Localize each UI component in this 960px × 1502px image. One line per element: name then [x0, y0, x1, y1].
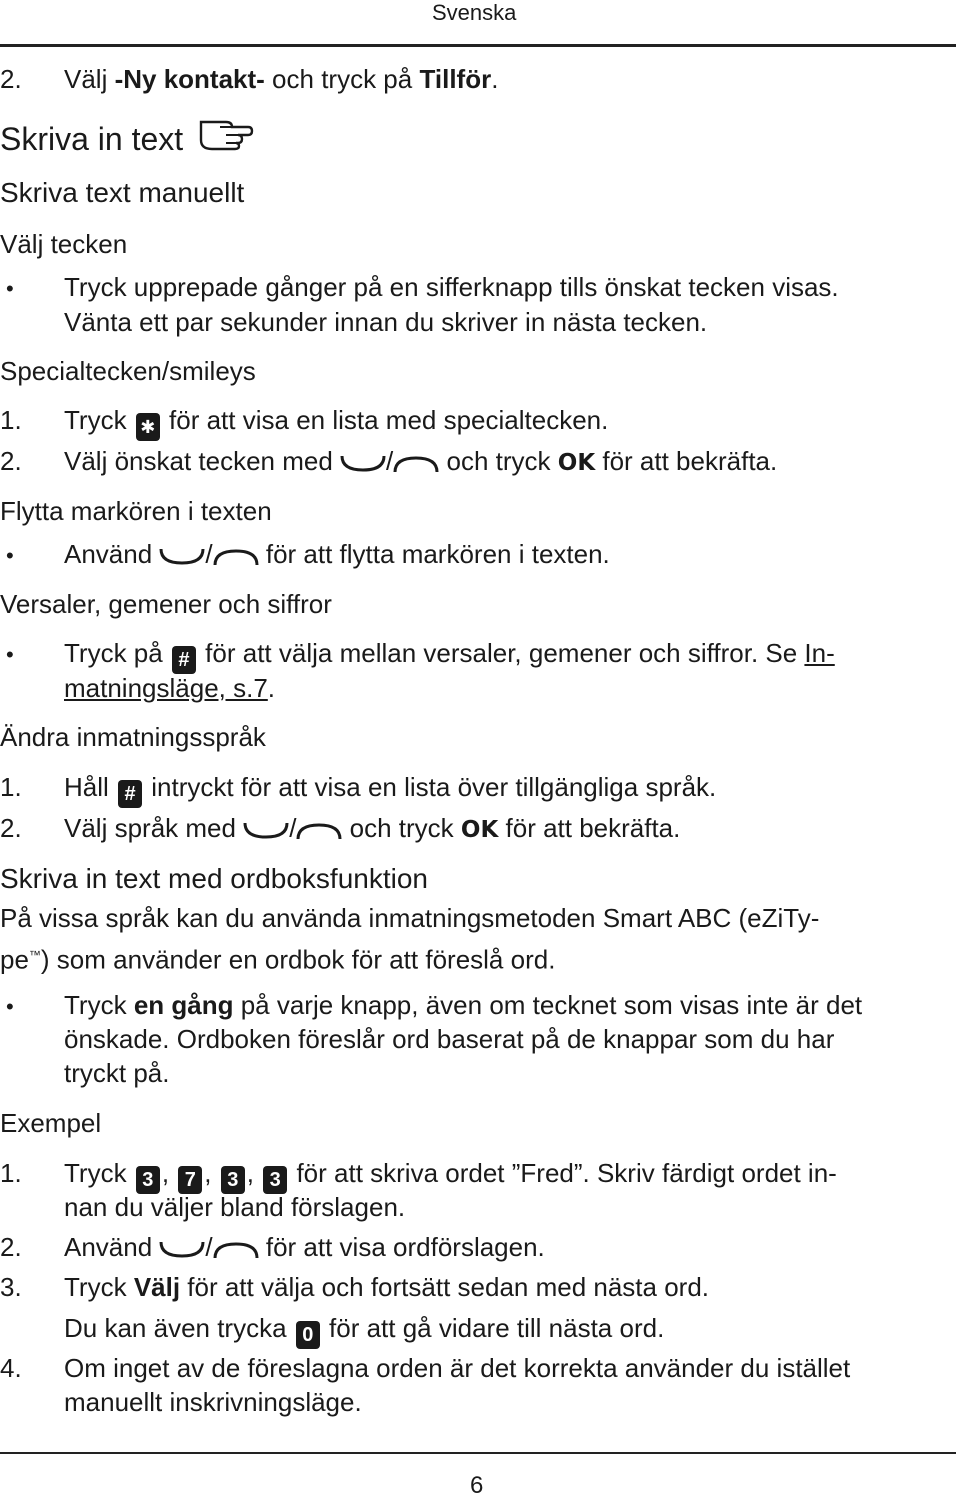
- step-text: för att skriva ordet ”Fred”. Skriv färdigt ordet in-: [289, 1158, 837, 1188]
- subheading-language: Ändra inmatningsspråk: [0, 722, 266, 752]
- subheading-example: Exempel: [0, 1108, 102, 1138]
- step-text: Du kan även trycka: [64, 1313, 294, 1343]
- step-text: för att visa ordförslagen.: [258, 1232, 545, 1262]
- step-text: Om inget av de föreslagna orden är det korrekta använder du istället: [64, 1353, 851, 1383]
- choose-line2: Vänta ett par sekunder innan du skriver in nästa tecken.: [64, 307, 708, 337]
- hash-key-icon: #: [118, 780, 142, 808]
- step-text: för att gå vidare till nästa ord.: [321, 1313, 665, 1343]
- step-text: Använd: [64, 1232, 160, 1262]
- subheading-special: Specialtecken/smileys: [0, 356, 256, 386]
- add-label: Tillför: [419, 64, 492, 94]
- subheading-choose: Välj tecken: [0, 229, 128, 259]
- dict-bullet-line2: önskade. Ordboken föreslår ord baserat på de knappar som du har: [64, 1024, 835, 1054]
- section-heading-manual: Skriva text manuellt: [0, 177, 245, 208]
- step-text: för att bekräfta.: [498, 813, 681, 843]
- step-text: Välj önskat tecken med: [64, 446, 341, 476]
- slash: /: [205, 1232, 213, 1262]
- key-3-icon: 3: [221, 1166, 245, 1194]
- example-step-3: [0, 1270, 710, 1304]
- page-title-text: Skriva in text: [0, 121, 184, 157]
- dict-text: ) som använder en ordbok för att föreslå ord.: [40, 944, 556, 975]
- cursor-line: [64, 537, 610, 571]
- ok-label: OK: [460, 817, 499, 843]
- step-text: Tryck: [64, 405, 134, 435]
- step-text: Tryck: [64, 1272, 134, 1302]
- step-text: Tryck: [64, 1158, 134, 1188]
- step-number: 2.: [0, 446, 22, 476]
- nav-down-icon: [159, 1236, 205, 1262]
- slash: /: [205, 539, 213, 569]
- step-number: 2.: [0, 1232, 22, 1262]
- step-text: för att bekräfta.: [595, 446, 778, 476]
- nav-up-icon: [213, 1236, 259, 1262]
- step-number: 1.: [0, 1158, 22, 1188]
- bullet-icon: •: [6, 994, 14, 1019]
- case-text: .: [267, 673, 276, 703]
- key-3-icon: 3: [136, 1166, 160, 1194]
- step-number: 2.: [0, 813, 22, 843]
- star-key-icon: ✱: [136, 413, 160, 441]
- case-line2: [64, 671, 275, 705]
- comma: ,: [246, 1158, 254, 1188]
- intro-text: och tryck på: [264, 64, 420, 94]
- step-number: 4.: [0, 1353, 22, 1383]
- lang-step-2: [0, 811, 681, 845]
- nav-up-icon: [296, 817, 342, 843]
- intro-text: .: [491, 64, 499, 94]
- emphasis: en gång: [133, 990, 234, 1020]
- contact-label: -Ny kontakt-: [114, 64, 265, 94]
- choose-line1: Tryck upprepade gånger på en sifferknapp tills önskat tecken visas.: [64, 272, 839, 302]
- step-number: 1.: [0, 772, 22, 802]
- ok-label: OK: [557, 450, 596, 476]
- nav-down-icon: [243, 817, 289, 843]
- slash: /: [289, 813, 297, 843]
- dict-bullet-line3: tryckt på.: [64, 1058, 170, 1088]
- subheading-case: Versaler, gemener och siffror: [0, 589, 332, 619]
- example-step-4-line2: manuellt inskrivningsläge.: [64, 1387, 362, 1417]
- step-text: Välj språk med: [64, 813, 244, 843]
- example-step-1-line2: nan du väljer bland förslagen.: [64, 1192, 406, 1222]
- nav-up-icon: [393, 450, 439, 476]
- input-mode-link[interactable]: matningsläge, s.7: [64, 673, 268, 703]
- dict-bullet-line1: [64, 988, 862, 1022]
- key-7-icon: 7: [178, 1166, 202, 1194]
- special-step-1: [0, 403, 609, 437]
- section-heading-dictionary: Skriva in text med ordboksfunktion: [0, 863, 428, 894]
- intro-step: [0, 62, 499, 96]
- bullet-icon: •: [6, 543, 14, 568]
- bullet-icon: •: [6, 642, 14, 667]
- example-step-4: [0, 1351, 851, 1385]
- bullet-icon: •: [6, 276, 14, 301]
- step-text: intryckt för att visa en lista över tillgängliga språk.: [144, 772, 717, 802]
- select-label: Välj: [133, 1272, 181, 1302]
- slash: /: [386, 446, 394, 476]
- nav-up-icon: [213, 543, 259, 569]
- hash-key-icon: #: [172, 646, 196, 674]
- header-language: Svenska: [432, 0, 517, 25]
- footer-rule: [0, 1452, 956, 1454]
- hand-pointer-icon: [198, 118, 254, 163]
- step-number: 3.: [0, 1272, 22, 1302]
- key-3-icon: 3: [263, 1166, 287, 1194]
- intro-text: Välj: [64, 64, 115, 94]
- step-text: för att visa en lista med specialtecken.: [161, 405, 609, 435]
- page-number: 6: [470, 1472, 484, 1499]
- header-rule: [0, 44, 956, 47]
- lang-step-1: [0, 770, 717, 805]
- step-text: och tryck: [439, 446, 558, 476]
- nav-down-icon: [159, 543, 205, 569]
- comma: ,: [161, 1158, 170, 1188]
- case-text: för att välja mellan versaler, gemener och siffror. Se: [197, 638, 805, 668]
- step-number: 2.: [0, 64, 22, 94]
- example-step-1: [0, 1156, 837, 1191]
- case-text: Tryck på: [64, 638, 170, 668]
- cursor-text: Använd: [64, 539, 160, 569]
- key-0-icon: 0: [296, 1321, 320, 1349]
- dict-text: på varje knapp, även om tecknet som visas inte är det: [233, 990, 863, 1020]
- dict-text: pe: [0, 944, 29, 975]
- special-step-2: [0, 444, 778, 478]
- nav-down-icon: [340, 450, 386, 476]
- subheading-cursor: Flytta markören i texten: [0, 496, 272, 526]
- step-number: 1.: [0, 405, 22, 435]
- example-step-3-line2: [64, 1311, 664, 1349]
- dict-para-line1: På vissa språk kan du använda inmatningsmetoden Smart ABC (eZiTy-: [0, 903, 820, 933]
- comma: ,: [204, 1158, 212, 1188]
- dict-text: Tryck: [64, 990, 134, 1020]
- dict-para-line2: [0, 938, 555, 977]
- trademark: ™: [28, 948, 41, 962]
- page-title: [0, 118, 254, 163]
- step-text: för att välja och fortsätt sedan med nästa ord.: [180, 1272, 710, 1302]
- cursor-text: för att flytta markören i texten.: [258, 539, 610, 569]
- step-text: och tryck: [342, 813, 461, 843]
- example-step-2: [0, 1230, 545, 1264]
- input-mode-link[interactable]: In-: [804, 638, 835, 668]
- step-text: Håll: [64, 772, 117, 802]
- case-line1: [64, 636, 835, 674]
